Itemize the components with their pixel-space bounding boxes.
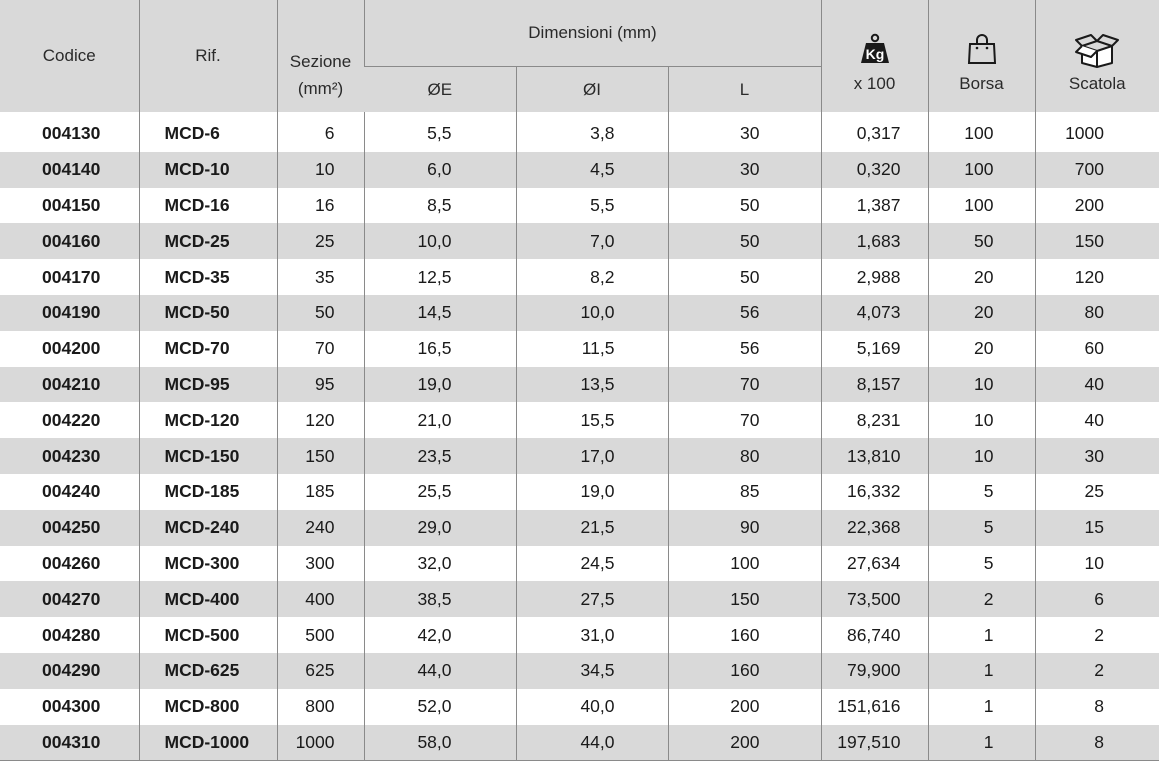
cell-bag-qty: 10 <box>928 438 1035 474</box>
cell-bag-qty: 100 <box>928 188 1035 224</box>
cell-weight: 1,683 <box>821 223 928 259</box>
cell-code: 004230 <box>0 438 139 474</box>
cell-inner-diameter: 31,0 <box>516 617 668 653</box>
cell-ref: MCD-1000 <box>139 725 277 761</box>
cell-weight: 16,332 <box>821 474 928 510</box>
weight-icon-text: Kg <box>865 46 884 62</box>
cell-outer-diameter: 29,0 <box>364 510 516 546</box>
cell-length: 160 <box>668 653 821 689</box>
header-weight-label: x 100 <box>822 74 928 94</box>
header-length: L <box>668 67 821 112</box>
cell-ref: MCD-16 <box>139 188 277 224</box>
cell-section: 150 <box>277 438 364 474</box>
cell-length: 160 <box>668 617 821 653</box>
cell-weight: 197,510 <box>821 725 928 761</box>
cell-inner-diameter: 4,5 <box>516 152 668 188</box>
table-row <box>0 581 1159 617</box>
cell-box-qty: 15 <box>1035 510 1159 546</box>
cell-bag-qty: 50 <box>928 223 1035 259</box>
cell-weight: 4,073 <box>821 295 928 331</box>
header-weight <box>821 0 928 112</box>
cell-inner-diameter: 3,8 <box>516 116 668 152</box>
cell-weight: 27,634 <box>821 546 928 582</box>
table-row <box>0 295 1159 331</box>
cell-section: 50 <box>277 295 364 331</box>
cell-ref: MCD-150 <box>139 438 277 474</box>
cell-inner-diameter: 40,0 <box>516 689 668 725</box>
cell-inner-diameter: 21,5 <box>516 510 668 546</box>
cell-outer-diameter: 44,0 <box>364 653 516 689</box>
cell-bag-qty: 10 <box>928 367 1035 403</box>
cell-bag-qty: 1 <box>928 617 1035 653</box>
header-outer-diameter: ØE <box>364 67 516 112</box>
table-row <box>0 188 1159 224</box>
table-row <box>0 402 1159 438</box>
cell-box-qty: 60 <box>1035 331 1159 367</box>
cell-length: 100 <box>668 546 821 582</box>
cell-inner-diameter: 34,5 <box>516 653 668 689</box>
cell-inner-diameter: 19,0 <box>516 474 668 510</box>
cell-outer-diameter: 32,0 <box>364 546 516 582</box>
cell-section: 800 <box>277 689 364 725</box>
cell-weight: 0,320 <box>821 152 928 188</box>
cell-code: 004150 <box>0 188 139 224</box>
cell-length: 200 <box>668 725 821 761</box>
cell-box-qty: 40 <box>1035 367 1159 403</box>
cell-weight: 73,500 <box>821 581 928 617</box>
table-row <box>0 725 1159 761</box>
cell-code: 004240 <box>0 474 139 510</box>
cell-ref: MCD-300 <box>139 546 277 582</box>
cell-code: 004250 <box>0 510 139 546</box>
cell-code: 004310 <box>0 725 139 761</box>
cell-box-qty: 8 <box>1035 725 1159 761</box>
cell-weight: 8,231 <box>821 402 928 438</box>
cell-section: 500 <box>277 617 364 653</box>
cell-length: 30 <box>668 116 821 152</box>
cell-box-qty: 150 <box>1035 223 1159 259</box>
cell-outer-diameter: 12,5 <box>364 259 516 295</box>
cell-weight: 0,317 <box>821 116 928 152</box>
table-row <box>0 653 1159 689</box>
cell-code: 004260 <box>0 546 139 582</box>
cell-length: 70 <box>668 402 821 438</box>
cell-outer-diameter: 58,0 <box>364 725 516 761</box>
cell-code: 004130 <box>0 116 139 152</box>
cell-section: 185 <box>277 474 364 510</box>
cell-outer-diameter: 14,5 <box>364 295 516 331</box>
cell-bag-qty: 100 <box>928 116 1035 152</box>
cell-outer-diameter: 21,0 <box>364 402 516 438</box>
cell-weight: 151,616 <box>821 689 928 725</box>
cell-bag-qty: 2 <box>928 581 1035 617</box>
cell-length: 30 <box>668 152 821 188</box>
cell-weight: 1,387 <box>821 188 928 224</box>
cell-code: 004270 <box>0 581 139 617</box>
cell-code: 004160 <box>0 223 139 259</box>
open-box-icon <box>1036 32 1159 66</box>
header-code: Codice <box>0 0 139 112</box>
cell-code: 004140 <box>0 152 139 188</box>
cell-length: 50 <box>668 259 821 295</box>
header-bag-label: Borsa <box>929 74 1035 94</box>
table-row <box>0 223 1159 259</box>
cell-code: 004190 <box>0 295 139 331</box>
cell-inner-diameter: 17,0 <box>516 438 668 474</box>
cell-inner-diameter: 7,0 <box>516 223 668 259</box>
cell-ref: MCD-120 <box>139 402 277 438</box>
cell-length: 90 <box>668 510 821 546</box>
cell-box-qty: 80 <box>1035 295 1159 331</box>
table-row <box>0 331 1159 367</box>
cell-ref: MCD-6 <box>139 116 277 152</box>
cell-length: 50 <box>668 223 821 259</box>
cell-bag-qty: 5 <box>928 474 1035 510</box>
cell-code: 004200 <box>0 331 139 367</box>
cell-length: 50 <box>668 188 821 224</box>
cell-weight: 79,900 <box>821 653 928 689</box>
cell-outer-diameter: 38,5 <box>364 581 516 617</box>
cell-outer-diameter: 23,5 <box>364 438 516 474</box>
table-row <box>0 474 1159 510</box>
table-row <box>0 546 1159 582</box>
cell-length: 200 <box>668 689 821 725</box>
table-row <box>0 116 1159 152</box>
cell-ref: MCD-35 <box>139 259 277 295</box>
cell-outer-diameter: 52,0 <box>364 689 516 725</box>
cell-inner-diameter: 44,0 <box>516 725 668 761</box>
table-row <box>0 438 1159 474</box>
cell-outer-diameter: 16,5 <box>364 331 516 367</box>
cell-box-qty: 40 <box>1035 402 1159 438</box>
cell-bag-qty: 1 <box>928 725 1035 761</box>
cell-inner-diameter: 24,5 <box>516 546 668 582</box>
header-section <box>277 0 364 112</box>
cell-length: 85 <box>668 474 821 510</box>
cell-weight: 2,988 <box>821 259 928 295</box>
cell-bag-qty: 1 <box>928 689 1035 725</box>
cell-bag-qty: 100 <box>928 152 1035 188</box>
cell-outer-diameter: 42,0 <box>364 617 516 653</box>
cell-box-qty: 2 <box>1035 617 1159 653</box>
cell-weight: 22,368 <box>821 510 928 546</box>
cell-section: 25 <box>277 223 364 259</box>
cell-section: 625 <box>277 653 364 689</box>
cell-ref: MCD-25 <box>139 223 277 259</box>
table-header <box>0 0 1159 112</box>
cell-outer-diameter: 19,0 <box>364 367 516 403</box>
shopping-bag-icon <box>929 32 1035 66</box>
cell-section: 95 <box>277 367 364 403</box>
table-row <box>0 152 1159 188</box>
weight-kg-icon <box>822 32 928 66</box>
cell-length: 70 <box>668 367 821 403</box>
cell-inner-diameter: 8,2 <box>516 259 668 295</box>
cell-section: 240 <box>277 510 364 546</box>
table-row <box>0 617 1159 653</box>
cell-box-qty: 25 <box>1035 474 1159 510</box>
cell-length: 80 <box>668 438 821 474</box>
cell-ref: MCD-70 <box>139 331 277 367</box>
table-row <box>0 259 1159 295</box>
cell-box-qty: 120 <box>1035 259 1159 295</box>
cell-section: 70 <box>277 331 364 367</box>
header-inner-diameter: ØI <box>516 67 668 112</box>
cell-ref: MCD-240 <box>139 510 277 546</box>
cell-code: 004280 <box>0 617 139 653</box>
cell-section: 400 <box>277 581 364 617</box>
cell-code: 004220 <box>0 402 139 438</box>
cell-box-qty: 700 <box>1035 152 1159 188</box>
table-row <box>0 510 1159 546</box>
cell-weight: 5,169 <box>821 331 928 367</box>
cell-weight: 86,740 <box>821 617 928 653</box>
cell-bag-qty: 1 <box>928 653 1035 689</box>
cell-box-qty: 6 <box>1035 581 1159 617</box>
table-body <box>0 112 1159 761</box>
cell-ref: MCD-10 <box>139 152 277 188</box>
cell-bag-qty: 20 <box>928 331 1035 367</box>
table-row <box>0 689 1159 725</box>
cell-bag-qty: 10 <box>928 402 1035 438</box>
header-section-unit: (mm²) <box>298 79 343 98</box>
cell-code: 004300 <box>0 689 139 725</box>
cell-bag-qty: 5 <box>928 546 1035 582</box>
cell-length: 150 <box>668 581 821 617</box>
cell-ref: MCD-800 <box>139 689 277 725</box>
cell-ref: MCD-625 <box>139 653 277 689</box>
cell-box-qty: 10 <box>1035 546 1159 582</box>
cell-bag-qty: 5 <box>928 510 1035 546</box>
cell-outer-diameter: 6,0 <box>364 152 516 188</box>
cell-section: 16 <box>277 188 364 224</box>
cell-section: 35 <box>277 259 364 295</box>
cell-length: 56 <box>668 331 821 367</box>
header-ref: Rif. <box>139 0 277 112</box>
cell-outer-diameter: 8,5 <box>364 188 516 224</box>
cell-section: 6 <box>277 116 364 152</box>
cell-box-qty: 8 <box>1035 689 1159 725</box>
cell-bag-qty: 20 <box>928 259 1035 295</box>
cell-code: 004290 <box>0 653 139 689</box>
cell-code: 004170 <box>0 259 139 295</box>
cell-ref: MCD-500 <box>139 617 277 653</box>
header-box <box>1035 0 1159 112</box>
header-box-label: Scatola <box>1036 74 1159 94</box>
cell-length: 56 <box>668 295 821 331</box>
cell-inner-diameter: 5,5 <box>516 188 668 224</box>
cell-section: 300 <box>277 546 364 582</box>
header-dimensions: Dimensioni (mm) <box>364 0 821 67</box>
cell-inner-diameter: 15,5 <box>516 402 668 438</box>
cell-inner-diameter: 27,5 <box>516 581 668 617</box>
cell-outer-diameter: 25,5 <box>364 474 516 510</box>
cell-box-qty: 1000 <box>1035 116 1159 152</box>
header-bag <box>928 0 1035 112</box>
cell-section: 10 <box>277 152 364 188</box>
cell-box-qty: 200 <box>1035 188 1159 224</box>
cell-box-qty: 30 <box>1035 438 1159 474</box>
cell-inner-diameter: 10,0 <box>516 295 668 331</box>
cell-ref: MCD-400 <box>139 581 277 617</box>
cell-inner-diameter: 13,5 <box>516 367 668 403</box>
cell-outer-diameter: 10,0 <box>364 223 516 259</box>
cell-weight: 8,157 <box>821 367 928 403</box>
cell-inner-diameter: 11,5 <box>516 331 668 367</box>
cell-outer-diameter: 5,5 <box>364 116 516 152</box>
cell-ref: MCD-50 <box>139 295 277 331</box>
header-section-label: Sezione <box>290 52 351 71</box>
cell-section: 120 <box>277 402 364 438</box>
cell-ref: MCD-185 <box>139 474 277 510</box>
cell-ref: MCD-95 <box>139 367 277 403</box>
table-row <box>0 367 1159 403</box>
cell-code: 004210 <box>0 367 139 403</box>
cell-box-qty: 2 <box>1035 653 1159 689</box>
cell-bag-qty: 20 <box>928 295 1035 331</box>
cell-weight: 13,810 <box>821 438 928 474</box>
cell-section: 1000 <box>277 725 364 761</box>
